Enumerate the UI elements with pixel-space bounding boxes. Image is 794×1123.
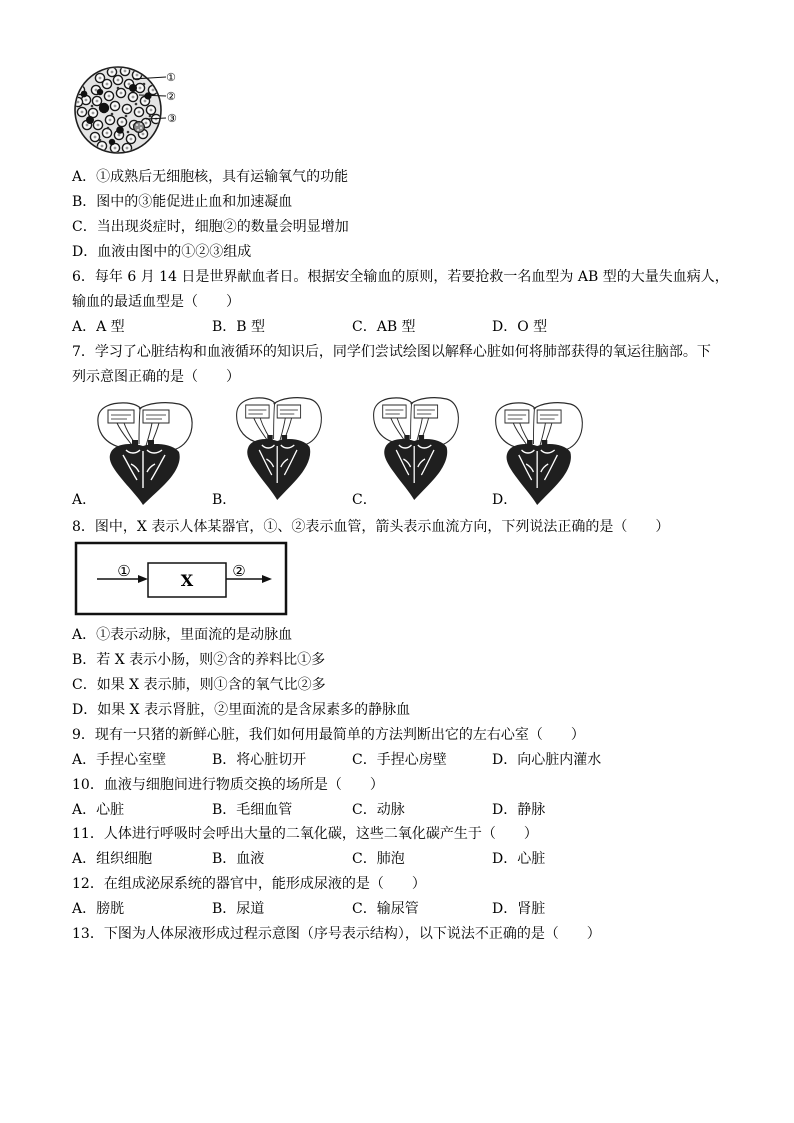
white-blood-cell — [109, 139, 115, 145]
red-blood-cell-center — [97, 124, 100, 127]
smear-label-3: ③ — [167, 112, 177, 125]
heart-diagram-a — [98, 403, 192, 505]
granular-cell-dot — [140, 123, 142, 125]
granular-cell — [134, 122, 145, 133]
red-blood-cell-center — [109, 119, 112, 122]
red-blood-cell-center — [142, 133, 145, 136]
q9-option-c: C．手捏心房壁 — [352, 752, 447, 768]
q10-option-a: A．心脏 — [72, 802, 125, 818]
white-blood-cell — [116, 126, 124, 134]
red-blood-cell-center — [81, 111, 84, 114]
heart-diagram-c — [374, 398, 459, 500]
q12-option-c: C．输尿管 — [352, 901, 419, 917]
smear-label-2: ② — [166, 90, 176, 103]
platelet — [127, 131, 130, 134]
granular-cell-dot — [136, 124, 138, 126]
granular-cell-dot — [137, 129, 139, 131]
red-blood-cell-center — [120, 92, 123, 95]
q12-option-a: A．膀胱 — [72, 901, 125, 917]
red-blood-cell-center — [77, 101, 80, 104]
white-blood-cell — [144, 92, 151, 99]
red-blood-cell-center — [121, 121, 124, 124]
red-blood-cell-center — [145, 122, 148, 125]
red-blood-cell-center — [130, 138, 133, 141]
platelet — [143, 83, 146, 86]
q5-option-c: C．当出现炎症时，细胞②的数量会明显增加 — [72, 219, 349, 235]
platelet — [117, 87, 120, 90]
blood-smear-figure — [73, 66, 177, 153]
red-blood-cell-center — [101, 145, 104, 148]
q9-option-b: B．将心脏切开 — [212, 752, 307, 768]
red-blood-cell-center — [85, 99, 88, 102]
q7-option-a: A． — [72, 492, 97, 508]
q11-option-a: A．组织细胞 — [72, 851, 153, 867]
q7-stem-line-2: 列示意图正确的是（ ） — [72, 369, 240, 385]
white-blood-cell — [129, 84, 137, 92]
q9-option-a: A．手捏心室壁 — [72, 752, 167, 768]
red-blood-cell-center — [118, 134, 121, 137]
heart-diagram-b — [237, 398, 322, 500]
q10-stem: 10．血液与细胞间进行物质交换的场所是（ ） — [72, 777, 384, 793]
red-blood-cell-center — [139, 87, 142, 90]
red-blood-cell-center — [136, 74, 139, 77]
q10-option-d: D．静脉 — [492, 802, 546, 818]
q11-option-b: B．血液 — [212, 851, 265, 867]
red-blood-cell-center — [138, 111, 141, 114]
platelet — [135, 103, 138, 106]
red-blood-cell-center — [152, 89, 155, 92]
q6-option-d: D．O 型 — [492, 319, 548, 335]
q8-option-a: A．①表示动脉，里面流的是动脉血 — [72, 627, 293, 643]
platelet — [149, 115, 152, 118]
red-blood-cell-center — [86, 124, 89, 127]
red-blood-cell-center — [106, 132, 109, 135]
q10-option-b: B．毛细血管 — [212, 802, 293, 818]
organ-label: X — [180, 571, 194, 590]
vessel-in-label: ① — [117, 562, 131, 580]
white-blood-cell — [86, 116, 94, 124]
organ-blood-flow-diagram — [76, 543, 286, 614]
q8-option-c: C．如果 X 表示肺，则①含的氧气比②多 — [72, 677, 326, 693]
vessel-out-label: ② — [232, 562, 246, 580]
q8-stem: 8．图中，X 表示人体某器官，①、②表示血管，箭头表示血流方向，下列说法正确的是（ ） — [72, 519, 670, 535]
red-blood-cell-center — [150, 109, 153, 112]
red-blood-cell-center — [144, 100, 147, 103]
q11-stem: 11．人体进行呼吸时会呼出大量的二氧化碳，这些二氧化碳产生于（ ） — [72, 826, 538, 842]
red-blood-cell-center — [124, 70, 127, 73]
q5-option-d: D．血液由图中的①②③组成 — [72, 244, 252, 260]
white-blood-cell — [81, 91, 88, 98]
red-blood-cell-center — [132, 96, 135, 99]
platelet — [91, 105, 94, 108]
red-blood-cell-center — [108, 95, 111, 98]
red-blood-cell-center — [106, 83, 109, 86]
white-blood-cell — [97, 89, 103, 95]
red-blood-cell-center — [128, 83, 131, 86]
red-blood-cell-center — [94, 136, 97, 139]
granular-cell-dot — [140, 127, 142, 129]
red-blood-cell-center — [114, 147, 117, 150]
q7-option-c: C． — [352, 492, 377, 508]
q7-option-b: B． — [212, 492, 237, 508]
q5-option-b: B．图中的③能促进止血和加速凝血 — [72, 194, 293, 210]
q8-option-d: D．如果 X 表示肾脏，②里面流的是含尿素多的静脉血 — [72, 702, 411, 718]
smear-label-1: ① — [166, 71, 176, 84]
red-blood-cell-center — [126, 147, 129, 150]
red-blood-cell-center — [99, 77, 102, 80]
q11-option-d: D．心脏 — [492, 851, 546, 867]
q6-option-b: B．B 型 — [212, 319, 266, 335]
platelet — [111, 113, 114, 116]
q13-stem: 13．下图为人体尿液形成过程示意图（序号表示结构），以下说法不正确的是（ ） — [72, 926, 601, 942]
red-blood-cell-center — [126, 108, 129, 111]
platelet — [107, 127, 110, 130]
q12-option-b: B．尿道 — [212, 901, 265, 917]
red-blood-cell-center — [114, 105, 117, 108]
platelet — [99, 139, 102, 142]
red-blood-cell-center — [117, 79, 120, 82]
q6-stem-line-2: 输血的最适血型是（ ） — [72, 294, 240, 310]
q5-option-a: A．①成熟后无细胞核，具有运输氧气的功能 — [72, 169, 349, 185]
q9-option-d: D．向心脏内灌水 — [492, 752, 602, 768]
q7-option-d: D． — [492, 492, 518, 508]
q7-stem-line-1: 7．学习了心脏结构和血液循环的知识后，同学们尝试绘图以解释心脏如何将肺部获得的氧运往脑部。下 — [72, 344, 711, 360]
q12-stem: 12．在组成泌尿系统的器官中，能形成尿液的是（ ） — [72, 876, 426, 892]
q11-option-c: C．肺泡 — [352, 851, 405, 867]
red-blood-cell-center — [92, 112, 95, 115]
q6-option-a: A．A 型 — [72, 319, 125, 335]
q10-option-c: C．动脉 — [352, 802, 405, 818]
white-blood-cell — [99, 103, 109, 113]
platelet — [125, 115, 128, 118]
red-blood-cell-center — [111, 71, 114, 74]
q6-option-c: C．AB 型 — [352, 319, 416, 335]
red-blood-cell-center — [96, 100, 99, 103]
q9-stem: 9．现有一只猪的新鲜心脏，我们如何用最简单的方法判断出它的左右心室（ ） — [72, 727, 585, 743]
q12-option-d: D．肾脏 — [492, 901, 546, 917]
q8-option-b: B．若 X 表示小肠，则②含的养料比①多 — [72, 652, 326, 668]
q6-stem-line-1: 6．每年 6 月 14 日是世界献血者日。根据安全输血的原则，若要抢救一名血型为 AB 型的大量失血病人， — [72, 269, 729, 285]
